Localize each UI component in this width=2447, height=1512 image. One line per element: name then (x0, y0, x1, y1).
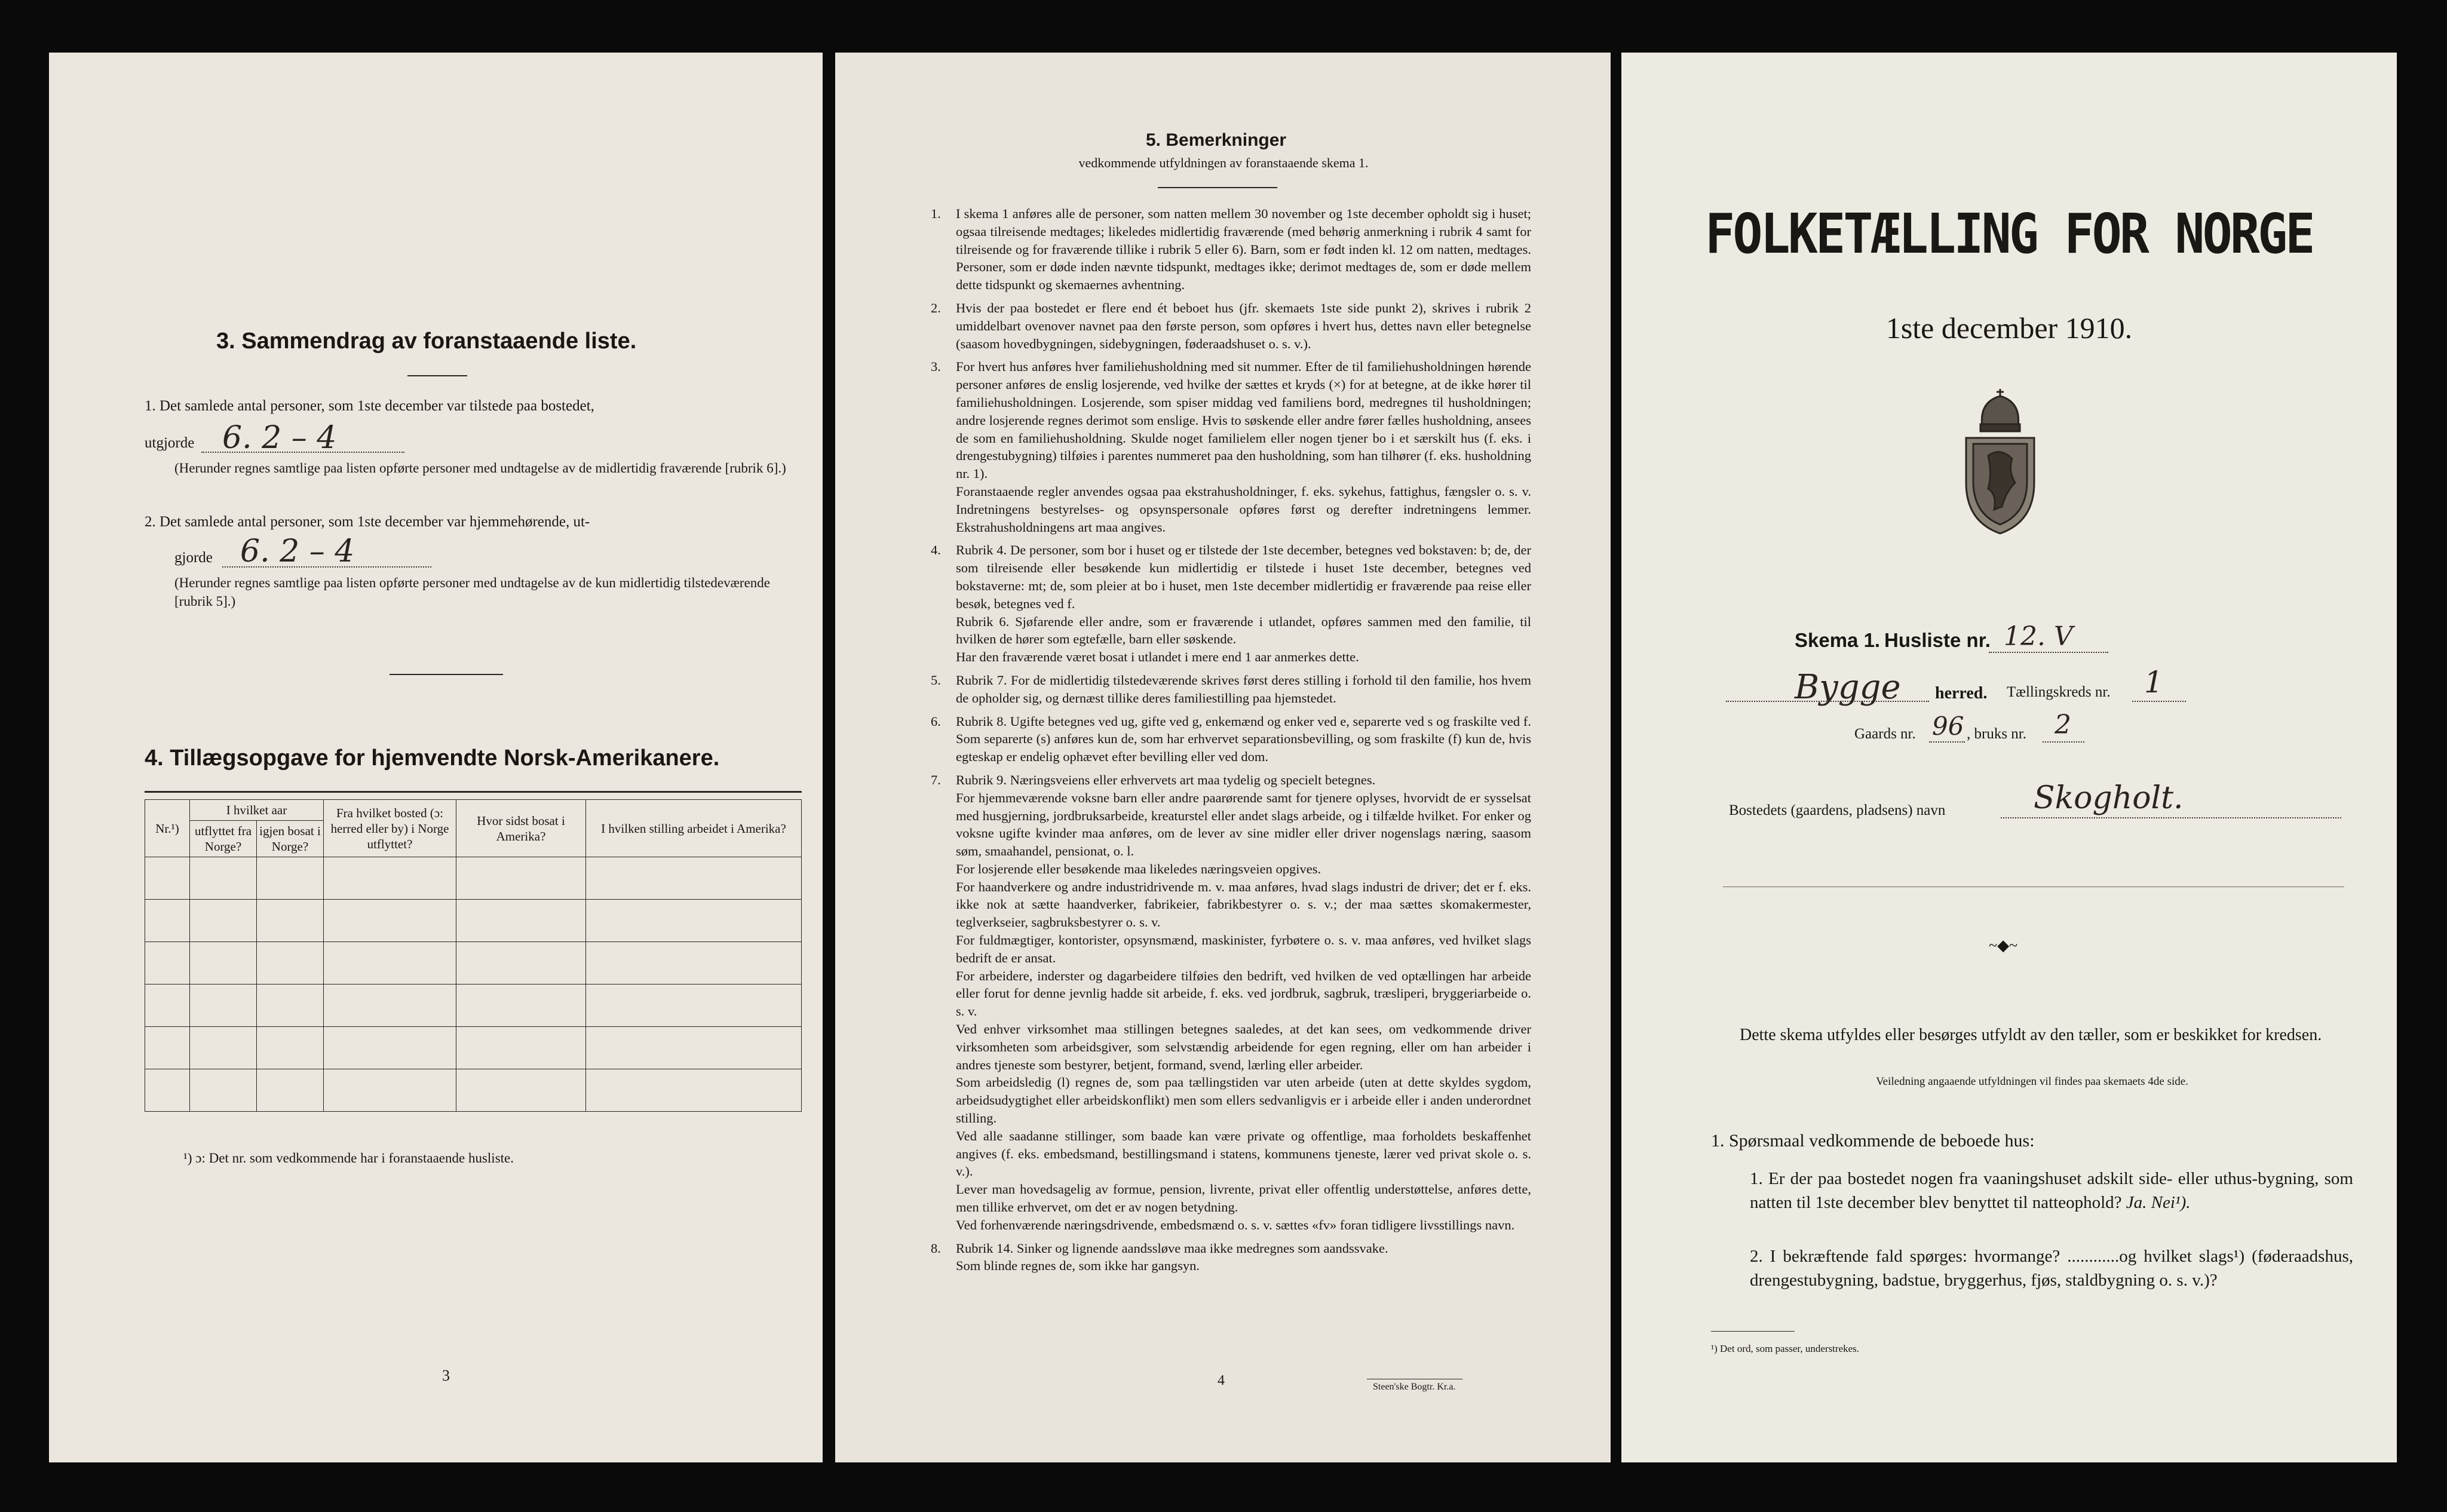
remark-number: 5. (931, 672, 941, 688)
remarks-title: 5. Bemerkninger (1146, 130, 1287, 150)
remark-number: 2. (931, 300, 941, 315)
herred-label: herred. (1935, 684, 1988, 703)
gaards-label: Gaards nr. (1854, 726, 1916, 742)
husliste-value: 12. V (2004, 621, 2073, 652)
husliste-line (1989, 652, 2108, 653)
section4-title: 4. Tillægsopgave for hjemvendte Norsk-Amerikanere. (145, 746, 720, 771)
kreds-label: Tællingskreds nr. (2007, 684, 2111, 700)
remark-text: Hvis der paa bostedet er flere end ét beboet hus (jfr. skemaets 1ste side punkt 2), skrives i rubrik 2 umiddelbart ovenover navnet paa den første person, som opføres i hvert hus, dettes navn eller betegnelse (saasom hovedbygningen, sidebygningen, føderaadshuset o. s. v.). (956, 300, 1531, 351)
remark-item (931, 671, 1531, 707)
kreds-line (2132, 701, 2186, 702)
remark-number: 8. (931, 1240, 941, 1256)
remark-text: I skema 1 anføres alle de personer, som natten mellem 30 november og 1ste december opholdt sig i huset; ogsaa tilreisende medtages; likeledes midlertidig fraværende (med behørig anmerkning i rubrik 4 samt for tilreisende og for fraværende tillike i rubrik 5 eller 6). Barn, som er født inden kl. 12 om natten, medtages. Personer, som er døde inden nævnte tidspunkt, medtages ikke; derimot medtages de, som er døde mellem dette tidspunkt og skemaernes avhentning. (956, 206, 1531, 293)
remarks-list (931, 205, 1531, 1280)
main-title: FOLKETÆLLING FOR NORGE (1705, 202, 2313, 266)
kreds-value: 1 (2144, 665, 2163, 700)
remark-item (931, 541, 1531, 666)
remark-number: 7. (931, 772, 941, 787)
remark-item (931, 771, 1531, 1234)
herred-value: Bygge (1795, 668, 1901, 707)
page-number: 3 (442, 1367, 450, 1384)
item2-note: (Herunder regnes samtlige paa listen opførte personer med undtagelse av de kun midlertidig tilstedeværende [rubrik 5].) (174, 575, 770, 609)
page-middle (835, 53, 1611, 1462)
col-group-aar: I hvilket aar (190, 800, 324, 821)
col-stilling: I hvilken stilling arbeidet i Amerika? (586, 800, 802, 857)
col-sidst-bosat: Hvor sidst bosat i Amerika? (456, 800, 586, 857)
divider (1711, 1331, 1795, 1332)
table-row (145, 985, 802, 1027)
printer-imprint: Steen'ske Bogtr. Kr.a. (1373, 1382, 1456, 1392)
item2-text: 2. Det samlede antal personer, som 1ste december var hjemmehørende, ut- (145, 514, 590, 530)
item1-text: 1. Det samlede antal personer, som 1ste december var tilstede paa bostedet, (145, 398, 594, 414)
col-nr: Nr.¹) (145, 800, 190, 857)
col-igjen-bosat: igjen bosat i Norge? (257, 821, 324, 857)
remark-text: Rubrik 7. For de midlertidig tilstedeværende skrives først deres stilling i forhold til den familie, hos hvem de opholder sig, og dernæst tillike deres familiestilling paa hjemstedet. (956, 672, 1531, 706)
remark-number: 3. (931, 359, 941, 375)
divider (407, 375, 467, 376)
remark-text: Rubrik 4. De personer, som bor i huset og er tilstede der 1ste december, betegnes ved bokstaven: b; de, der som tilreisende eller besøkende kun midlertidig er tilstede i huset 1ste december, betegnes ved bokstaverne: mt; de, som pleier at bo i huset, men 1ste december midlertidig er fraværende paa reise eller besøk, betegnes ved f. Rubrik 6. Sjøfarende eller andre, som er fraværende i utlandet, opføres sammen med den familie, til hvilken de hører som egtefælle, barn eller søskende. Har den fraværende været bosat i utlandet i mere end 1 aar anmerkes dette. (956, 542, 1531, 665)
remark-number: 1. (931, 206, 941, 221)
q1-item1-text: 1. Er der paa bostedet nogen fra vaaningshuset adskilt side- eller uthus-bygning, som natten til 1ste december blev benyttet til natteophold? (1750, 1169, 2353, 1212)
coat-of-arms-icon (1955, 387, 2045, 536)
item1-value: 6. 2 – 4 (222, 420, 337, 456)
remark-item (931, 358, 1531, 536)
remark-item (931, 713, 1531, 766)
col-utflyttet: utflyttet fra Norge? (190, 821, 257, 857)
census-date: 1ste december 1910. (1885, 311, 2133, 345)
item1-note: (Herunder regnes samtlige paa listen opførte personer med undtagelse av de midlertidig fraværende [rubrik 6].) (174, 461, 786, 476)
table-row (145, 857, 802, 900)
remark-item (931, 299, 1531, 352)
gaards-line (1929, 741, 1965, 743)
remark-number: 6. (931, 713, 941, 729)
remark-item (931, 205, 1531, 294)
remark-number: 4. (931, 542, 941, 558)
table-row (145, 1069, 802, 1112)
remark-text: For hvert hus anføres hver familiehusholdning med sit nummer. Efter de til familiehusholdningen hørende personer anføres de enslig losjerende, ved hvilke der sættes et kryds (×) for at betegne, at de ikke hører til familiehusholdningen. Losjerende, som spiser middag ved familiens bord, medregnes til husholdningen; andre losjerende regnes derimot som enslige. Hvis to søskende eller andre fører fælles husholdning, ansees de som en familiehusholdning. Skulde noget familielem eller nogen tjener bo i et særskilt hus (f. eks. i drengestubygning) tilføies i parentes nummeret paa den husholdning, som han tilhører (f. eks. husholdning nr. 1). Foranstaaende regler anvendes ogsaa paa ekstrahusholdninger, f. eks. sykehus, fattighus, fængsler o. s. v. Indretningens bestyrelses- og opsynspersonale opføres først og derefter indretningens lemmer. Ekstrahusholdningens art maa angives. (956, 359, 1531, 535)
remark-text: Rubrik 8. Ugifte betegnes ved ug, gifte ved g, enkemænd og enker ved e, separerte ved s og fraskilte ved f. Som separerte (s) anføres kun de, som har erhvervet separationsbevilling, og som fraskilte (f) kun de, hvis egteskap er endelig ophævet efter bevilling eller ved dom. (956, 713, 1531, 765)
bruks-line (2043, 741, 2084, 743)
skema-label: Skema 1. (1795, 629, 1881, 651)
instruction-text: Dette skema utfyldes eller besørges utfyldt av den tæller, som er beskikket for kredsen. (1740, 1026, 2322, 1044)
footnote: ¹) Det ord, som passer, understrekes. (1711, 1343, 1860, 1354)
remarks-subtitle: vedkommende utfyldningen av foranstaaende skema 1. (1078, 155, 1369, 170)
remark-item (931, 1240, 1531, 1275)
bosted-value: Skogholt. (2034, 780, 2184, 816)
section3-title: 3. Sammendrag av foranstaaende liste. (216, 329, 637, 354)
ornament-icon: ~◆~ (1989, 937, 2018, 954)
table-row (145, 942, 802, 985)
page-left (49, 53, 823, 1462)
divider (1158, 187, 1277, 188)
col-fra-bosted: Fra hvilket bosted (ɔ: herred eller by) i Norge utflyttet? (324, 800, 456, 857)
q1-title: 1. Spørsmaal vedkommende de beboede hus: (1711, 1131, 2035, 1151)
table-row (145, 900, 802, 942)
divider (390, 674, 503, 675)
remark-text: Rubrik 14. Sinker og lignende aandssløve maa ikke medregnes som aandssvake. Som blinde regnes de, som ikke har gangsyn. (956, 1240, 1388, 1274)
remark-text: Rubrik 9. Næringsveiens eller erhvervets art maa tydelig og specielt betegnes. For hjemmeværende voksne barn eller andre paarørende samt for tjenere oplyses, hvorvidt de er sysselsat med husgjerning, jordbruksarbeide, kreaturstel eller andet slags arbeide, og i tilfælde hvilket. For enker og voksne ugifte kvinder maa anføres, om de lever av sine midler eller driver nogenslags næring, saasom søm, smaahandel, pensionat, o. l. For losjerende eller besøkende maa likeledes næringsveien opgives. For haandverkere og andre industridrivende m. v. maa anføres, hvad slags industri de driver; det er f. eks. ikke nok at sætte haandverker, fabrikeier, fabrikbestyrer o. s. v.; der maa sættes skomakermester, teglverkseier, sagbruksbestyrer o. s. v. For fuldmægtiger, kontorister, opsynsmænd, maskinister, fyrbøtere o. s. v. maa anføres, ved hvilket slags bedrift de er ansat. For arbeidere, inderster og dagarbeidere tilføies den bedrift, ved hvilken de ved optællingen har arbeide eller forut for denne jevnlig hadde sit arbeide, f. eks. ved jordbruk, sagbruk, træsliperi, bryggeriarbeide o. s. v. Ved enhver virksomhet maa stillingen betegnes saaledes, at det kan sees, om vedkommende driver virksomheten som arbeidsgiver, som selvstændig arbeidende for egen regning, eller om han arbeider i andres tjeneste som bestyrer, betjent, formand, svend, lærling eller arbeider. Som arbeidsledig (l) regnes de, som paa tællingstiden var uten arbeide (uten at dette skyldes sygdom, arbeidsudygtighet eller arbeidskonflikt) men som ellers sedvanligvis er i arbeide eller i anden underordnet stilling. Ved alle saadanne stillinger, som baade kan være private og offentlige, maa forholdets beskaffenhet angives (f. eks. embedsmand, bestillingsmand i statens, kommunens tjeneste, lærer ved privat skole o. s. v.). Lever man hovedsagelig av formue, pension, livrente, privat eller offentlig understøttelse, anføres dette, men tillike erhvervet, om det er av nogen betydning. Ved forhenværende næringsdrivende, embedsmænd o. s. v. sættes «fv» foran tidligere livsstillings navn. (956, 772, 1531, 1232)
bruks-label: , bruks nr. (1967, 726, 2026, 742)
bosted-line (2001, 817, 2341, 818)
husliste-label: Husliste nr. (1884, 629, 1991, 651)
bruks-value: 2 (2055, 710, 2071, 740)
page-right (1621, 53, 2397, 1462)
q1-item1-answer: Ja. Nei¹). (2126, 1193, 2191, 1212)
q1-item1 (1750, 1167, 2353, 1214)
table-top-rule (145, 791, 802, 793)
table-row (145, 1027, 802, 1069)
guide-note: Veiledning angaaende utfyldningen vil findes paa skemaets 4de side. (1876, 1075, 2188, 1088)
item2-label: gjorde (174, 550, 213, 566)
q1-item2: 2. I bekræftende fald spørges: hvormange? ............og hvilket slags¹) (føderaadshus, drengestubygning, badstue, bryggerhus, fjøs, staldbygning o. s. v.)? (1750, 1247, 2353, 1290)
item2-value: 6. 2 – 4 (240, 533, 355, 569)
footnote: ¹) ɔ: Det nr. som vedkommende har i foranstaaende husliste. (183, 1151, 514, 1166)
item1-label: utgjorde (145, 435, 195, 451)
bosted-label: Bostedets (gaardens, pladsens) navn (1729, 802, 1946, 818)
norsk-amerikaner-table (145, 799, 802, 1112)
gaards-value: 96 (1932, 711, 1964, 741)
page-number: 4 (1218, 1373, 1225, 1388)
